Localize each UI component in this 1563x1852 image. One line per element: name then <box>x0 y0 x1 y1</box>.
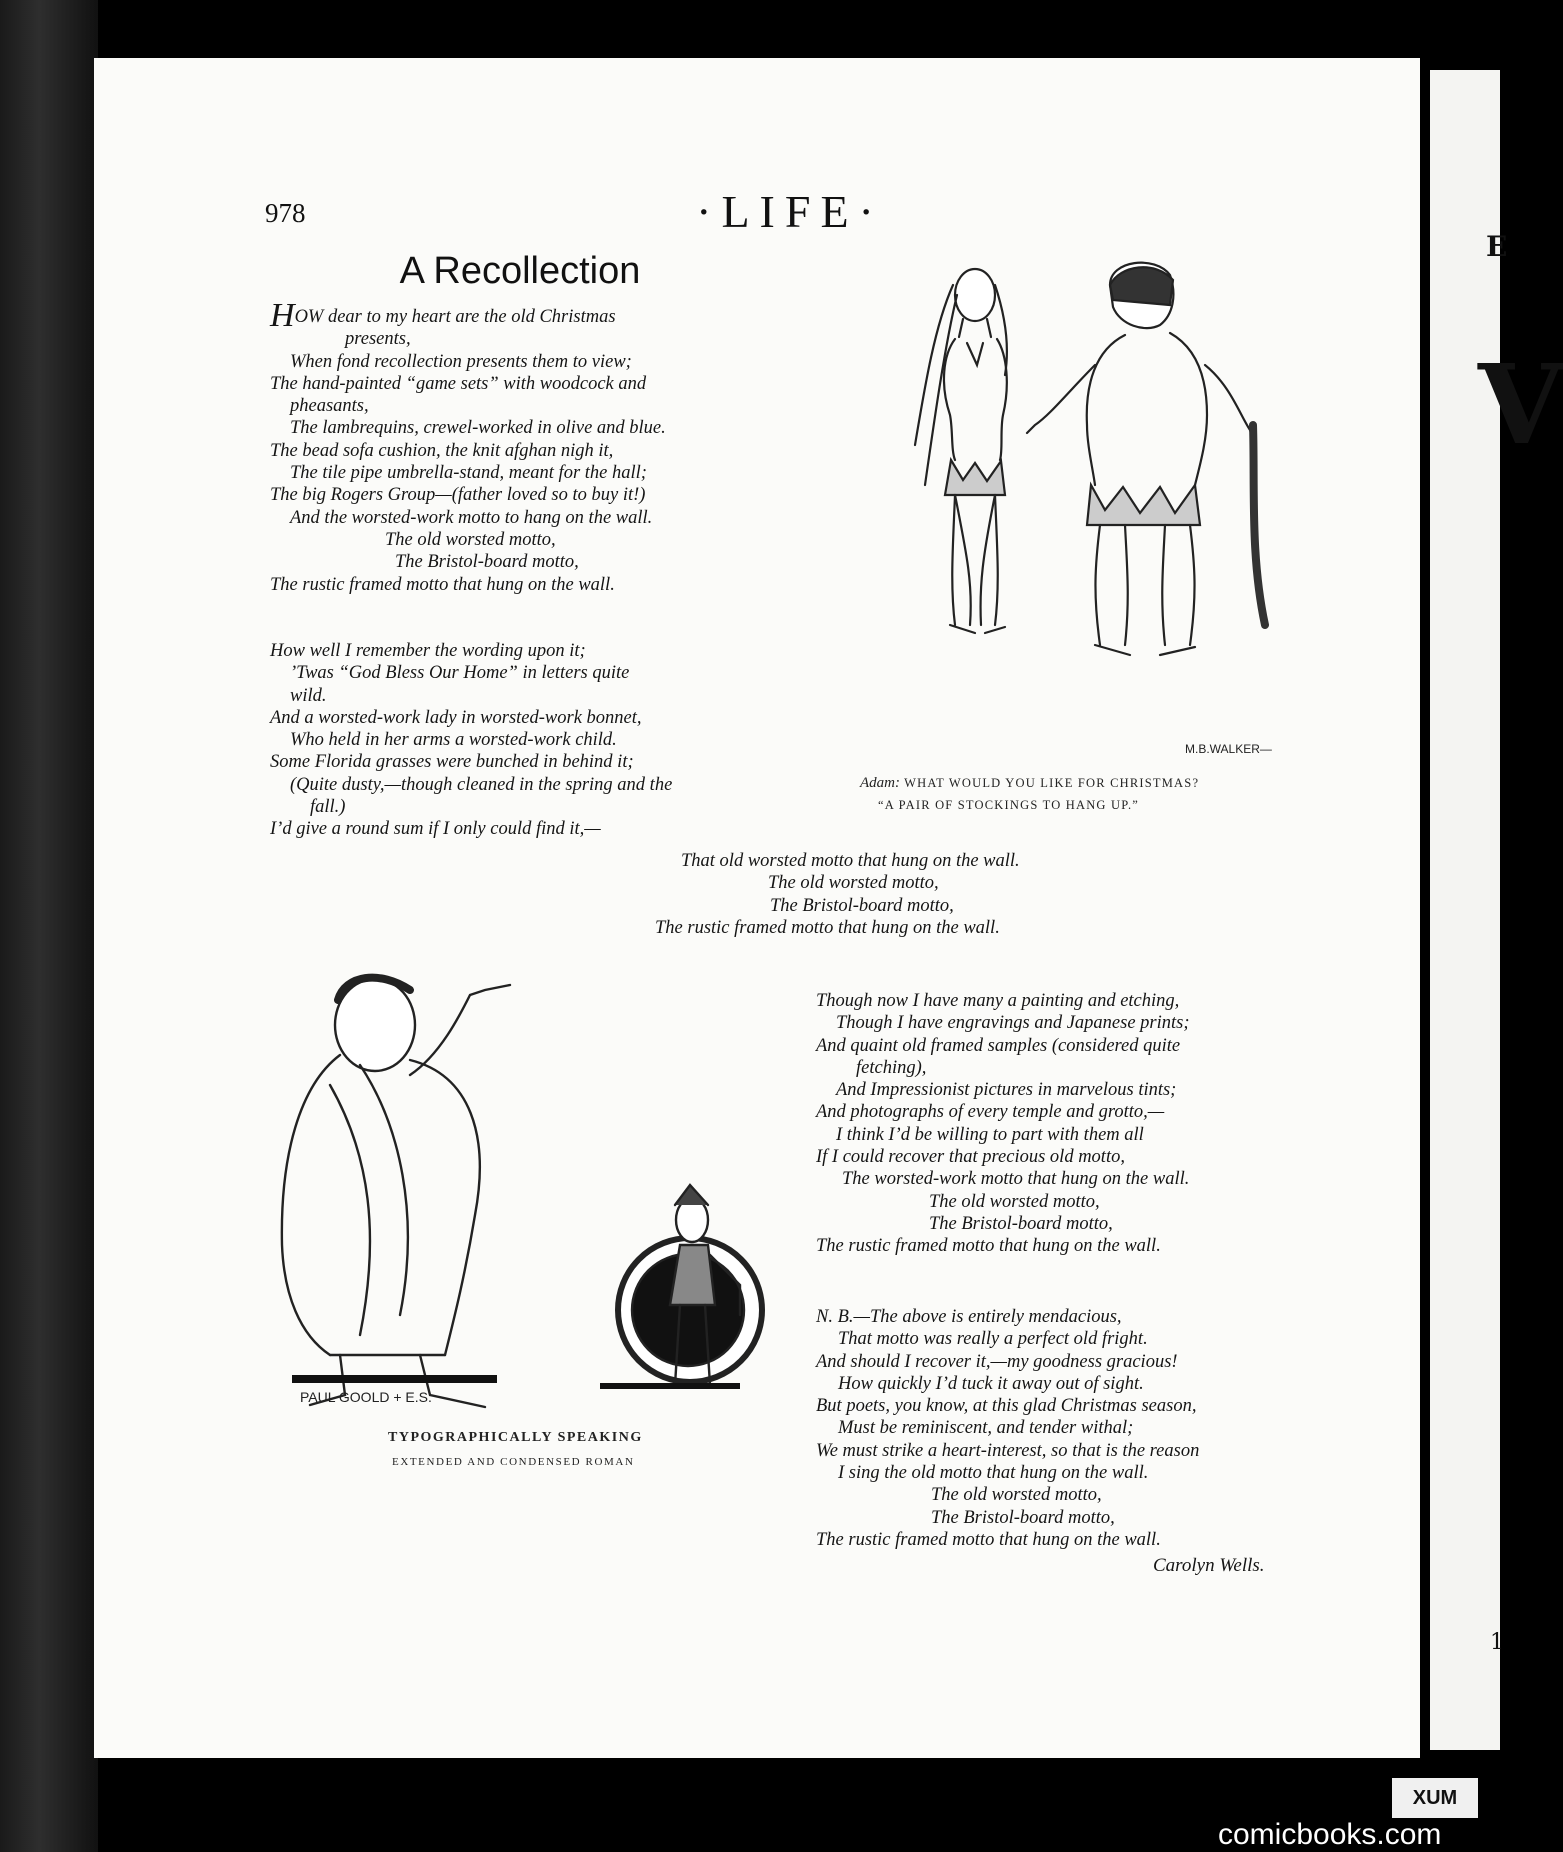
poem-refrain-2 <box>655 850 1155 939</box>
toga-figure <box>282 978 510 1407</box>
adjacent-page-numeral: 1 <box>1490 1630 1504 1655</box>
poem-line: And Impressionist pictures in marvelous tints; <box>836 1080 1177 1101</box>
poem-line: How quickly I’d tuck it away out of sight. <box>838 1373 1144 1394</box>
caption-question: WHAT WOULD YOU LIKE FOR CHRISTMAS? <box>904 776 1200 790</box>
soldier-figure <box>618 1185 762 1385</box>
cartoon-caption-line2: “A PAIR OF STOCKINGS TO HANG UP.” <box>878 798 1140 812</box>
poem-line: The bead sofa cushion, the knit afghan nigh it, <box>270 440 614 461</box>
cartoon-caption-line1 <box>860 775 1199 792</box>
scan-tag: XUM <box>1392 1778 1478 1818</box>
roman-figures-cartoon <box>270 955 770 1420</box>
poem-line: The tile pipe umbrella-stand, meant for the hall; <box>290 463 647 484</box>
cartoon-artist-signature: M.B.WALKER— <box>1185 742 1272 756</box>
poem-line: fetching), <box>856 1057 927 1078</box>
poem-line: I sing the old motto that hung on the wall. <box>838 1463 1149 1484</box>
author-signature: Carolyn Wells. <box>1153 1555 1265 1576</box>
poem-line: Some Florida grasses were bunched in behind it; <box>270 752 634 773</box>
poem-refrain-line: The Bristol-board motto, <box>931 1507 1115 1528</box>
poem-refrain-line: The Bristol-board motto, <box>770 895 954 916</box>
poem-line: How well I remember the wording upon it; <box>270 641 586 661</box>
eve-figure <box>915 269 1007 633</box>
poem-refrain-line: The old worsted motto, <box>768 873 939 894</box>
poem-line: And photographs of every temple and grotto,— <box>816 1102 1165 1123</box>
poem-line: The big Rogers Group—(father loved so to buy it!) <box>270 485 646 506</box>
cartoon-caption-title: TYPOGRAPHICALLY SPEAKING <box>388 1430 643 1445</box>
scan-binding-edge <box>0 0 98 1852</box>
adjacent-page-edge <box>1430 70 1563 1750</box>
poem-line: wild. <box>290 685 327 706</box>
poem-line: Must be reminiscent, and tender withal; <box>838 1418 1134 1439</box>
poem-line: That motto was really a perfect old fright. <box>838 1329 1148 1350</box>
poem-refrain-line: The rustic framed motto that hung on the wall. <box>816 1236 1161 1257</box>
poem-line: N. B.—The above is entirely mendacious, <box>816 1307 1122 1327</box>
poem-refrain-line: The old worsted motto, <box>385 529 556 550</box>
adam-eve-cartoon <box>855 255 1325 755</box>
adjacent-page-big-letter: V <box>1478 340 1563 469</box>
poem-refrain-line: The rustic framed motto that hung on the wall. <box>816 1529 1161 1550</box>
poem-line: And quaint old framed samples (considered quite <box>816 1035 1181 1056</box>
poem-refrain-line: The rustic framed motto that hung on the wall. <box>655 917 1000 938</box>
poem-line: pheasants, <box>290 396 369 417</box>
adjacent-page-letter: E <box>1486 230 1508 263</box>
toga-figure-base <box>292 1375 497 1383</box>
poem-stanza-2 <box>270 640 775 841</box>
poem-line: The lambrequins, crewel-worked in olive and blue. <box>290 418 666 439</box>
caption-speaker: Adam: <box>860 775 900 791</box>
poem-line: presents, <box>345 329 411 350</box>
poem-refrain-line: The Bristol-board motto, <box>395 552 579 573</box>
poem-line: Though now I have many a painting and etching, <box>816 991 1180 1011</box>
poem-title: A Recollection <box>399 250 641 292</box>
poem-line-text: OW dear to my heart are the old Christmas <box>294 307 616 327</box>
poem-refrain-line: The old worsted motto, <box>931 1485 1102 1506</box>
poem-stanza-1 <box>270 297 775 596</box>
poem-line: We must strike a heart-interest, so that is the reason <box>816 1440 1200 1461</box>
page-number: 978 <box>265 198 306 228</box>
cartoon-artist-signature: PAUL GOOLD + E.S. <box>300 1389 432 1405</box>
poem-line: (Quite dusty,—though cleaned in the spring and the <box>290 774 673 795</box>
poem-line: fall.) <box>310 797 346 818</box>
poem-line: Who held in her arms a worsted-work child. <box>290 730 617 751</box>
adam-figure <box>1027 263 1265 655</box>
poem-line: And should I recover it,—my goodness gracious! <box>816 1351 1178 1372</box>
masthead: ·LIFE· <box>696 186 884 237</box>
drop-cap: H <box>270 297 295 334</box>
watermark: comicbooks.com <box>1218 1818 1442 1851</box>
poem-line: But poets, you know, at this glad Christmas season, <box>816 1396 1197 1417</box>
poem-line <box>270 297 775 334</box>
soldier-figure-base <box>600 1383 740 1389</box>
cartoon-caption-subtitle: EXTENDED AND CONDENSED ROMAN <box>392 1456 635 1468</box>
poem-line: ’Twas “God Bless Our Home” in letters quite <box>290 663 630 684</box>
poem-line: And the worsted-work motto to hang on the wall. <box>290 507 653 528</box>
poem-line: The hand-painted “game sets” with woodcock and <box>270 373 647 394</box>
poem-refrain-line: The rustic framed motto that hung on the wall. <box>270 574 615 595</box>
poem-line: I think I’d be willing to part with them all <box>836 1124 1144 1145</box>
poem-refrain-line: That old worsted motto that hung on the wall. <box>681 851 1020 871</box>
poem-line: The worsted-work motto that hung on the wall. <box>842 1169 1190 1190</box>
poem-line: When fond recollection presents them to view; <box>290 351 632 372</box>
poem-refrain-line: The old worsted motto, <box>929 1191 1100 1212</box>
poem-line: I’d give a round sum if I only could find it,— <box>270 819 601 840</box>
poem-stanza-4 <box>816 1306 1326 1551</box>
poem-line: And a worsted-work lady in worsted-work bonnet, <box>270 707 642 728</box>
poem-line: If I could recover that precious old motto, <box>816 1147 1125 1168</box>
poem-stanza-3 <box>816 990 1326 1258</box>
poem-line: Though I have engravings and Japanese prints; <box>836 1013 1190 1034</box>
poem-refrain-line: The Bristol-board motto, <box>929 1213 1113 1234</box>
